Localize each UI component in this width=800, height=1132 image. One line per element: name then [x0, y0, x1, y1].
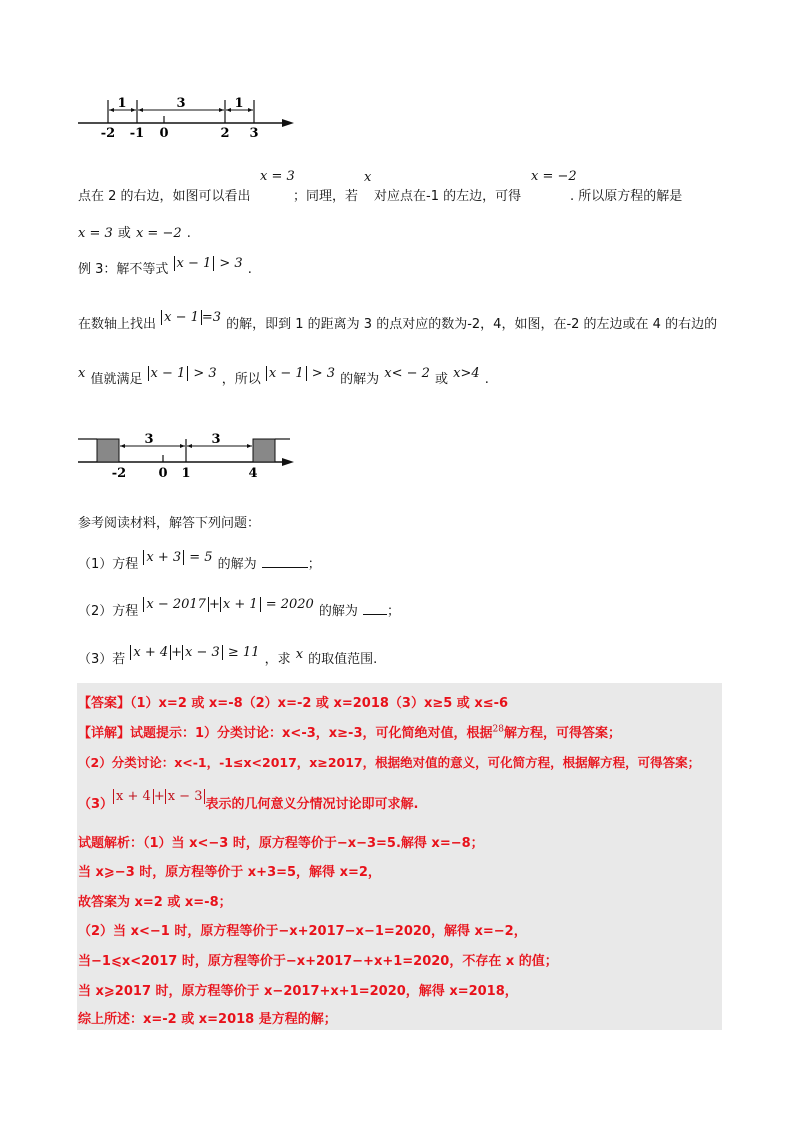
- abs-expression: x + 4: [130, 645, 171, 660]
- question-number: （1）方程: [78, 557, 139, 572]
- text: ，所以: [221, 372, 261, 387]
- punctuation: ；: [307, 557, 321, 572]
- plus-sign: +: [171, 645, 183, 660]
- text-period: .: [247, 262, 252, 277]
- text-or: 或: [117, 226, 131, 241]
- solution-line-1: 试题解析：（1）当 x<−3 时，原方程等价于−x−3=5.解得 x=−8；: [78, 836, 484, 851]
- tick-label: 4: [248, 466, 258, 481]
- detail-text: 解方程，可得答案；: [503, 726, 621, 741]
- text: 的解为: [217, 557, 257, 572]
- solution-line-6: 当 x⩾2017 时，原方程等价于 x−2017+x+1=2020，解得 x=2018，: [78, 984, 518, 999]
- math-x-eq-3: x = 3: [78, 226, 113, 241]
- detail-line-3: [78, 785, 419, 812]
- text: 的取值范围.: [308, 652, 378, 667]
- text: 的解为: [318, 604, 358, 619]
- text-or: 或: [435, 372, 449, 387]
- math-x-eq-neg2: x = −2: [135, 226, 182, 241]
- text-period: .: [186, 226, 191, 241]
- abs-expression: x − 3: [165, 789, 206, 804]
- abs-expression: x − 3: [182, 645, 223, 660]
- question-number: （2）方程: [78, 604, 139, 619]
- span-label: 3: [211, 432, 221, 447]
- detail-text: 表示的几何意义分情况讨论即可求解.: [205, 797, 419, 812]
- text: ，求: [264, 652, 291, 667]
- solution-line-2: 当 x⩾−3 时，原方程等价于 x+3=5，解得 x=2，: [78, 865, 381, 880]
- plus-sign: +: [153, 789, 165, 804]
- math-x: x: [78, 366, 86, 381]
- relation: > 3: [311, 366, 336, 381]
- text: 的解，即到 1 的距离为 3 的点对应的数为-2，4，如图，在-2 的左边或在 4 的右边的: [226, 317, 718, 332]
- detail-text: 【详解】试题提示：1）分类讨论：x<-3，x≥-3，可化简绝对值，根据: [78, 726, 493, 741]
- abs-expression: x + 3: [143, 550, 184, 565]
- solution-line-7: 综上所述：x=-2 或 x=2018 是方程的解；: [78, 1012, 337, 1027]
- abs-expression: x − 1: [148, 366, 189, 381]
- math-x: x: [295, 647, 304, 662]
- intro-text: 参考阅读材料，解答下列问题：: [78, 516, 261, 531]
- relation: = 5: [189, 550, 213, 565]
- answer-blank[interactable]: [363, 602, 387, 615]
- tick-label: 0: [158, 466, 168, 481]
- abs-expression: x − 2017: [143, 597, 209, 612]
- abs-expression: x + 4: [113, 789, 154, 804]
- question-number: （3）若: [78, 652, 126, 667]
- question-3: [78, 645, 378, 667]
- number-line-figure-2: [76, 430, 306, 482]
- solution-line-4: （2）当 x<−1 时，原方程等价于−x+2017−x−1=2020，解得 x=−2，: [78, 924, 527, 939]
- punctuation: ；: [387, 604, 401, 619]
- relation: ≥ 11: [227, 645, 260, 660]
- tick-label: 2: [220, 126, 230, 140]
- detail-line-1: [78, 722, 621, 741]
- math-x: x: [364, 170, 372, 185]
- relation: =3: [201, 310, 222, 325]
- abs-expression: x + 1: [220, 597, 261, 612]
- detail-line-2: （2）分类讨论：x<-1，-1≤x<2017，x≥2017，根据绝对值的意义，可化简方程，根据解方程，可得答案；: [78, 755, 701, 770]
- math-x-eq-3: x = 3: [260, 169, 295, 184]
- paragraph-1-part: . 所以原方程的解是: [570, 189, 683, 204]
- paragraph-1: 点在 2 的右边，如图可以看出: [78, 189, 251, 204]
- span-label: 3: [144, 432, 154, 447]
- solution-line-3: 故答案为 x=2 或 x=-8；: [78, 895, 232, 910]
- paragraph-4: [78, 368, 489, 387]
- answer-blank[interactable]: [262, 555, 308, 568]
- math-x-eq-neg2: x = −2: [531, 169, 577, 184]
- abs-expression: x − 1: [161, 310, 202, 325]
- relation: = 2020: [265, 597, 314, 612]
- question-2: [78, 597, 401, 619]
- number-line-figure-1: [76, 90, 306, 140]
- tick-label: -1: [129, 126, 145, 140]
- text: 的解为: [340, 372, 380, 387]
- question-number: （3）: [78, 797, 114, 812]
- tick-label: 1: [181, 466, 191, 481]
- solution-line-5: 当−1⩽x<2017 时，原方程等价于−x+2017−+x+1=2020，不存在 x 的值；: [78, 954, 558, 969]
- relation: > 3: [219, 256, 243, 271]
- abs-expression: x − 1: [174, 256, 215, 271]
- tick-label: -2: [100, 126, 116, 140]
- answer-line: 【答案】（1）x=2 或 x=-8（2）x=-2 或 x=2018（3）x≥5 或 x≤-6: [78, 696, 509, 711]
- tick-label: 0: [159, 126, 169, 140]
- text: 值就满足: [90, 372, 143, 387]
- math-inequality: x>4: [453, 366, 480, 381]
- text: 在数轴上找出: [78, 317, 157, 332]
- span-label: 1: [117, 96, 127, 111]
- text-period: .: [484, 372, 489, 387]
- tick-label: 3: [249, 126, 259, 140]
- relation: > 3: [193, 366, 217, 381]
- plus-sign: +: [208, 597, 220, 612]
- paragraph-3: [78, 310, 718, 332]
- tick-label: -2: [111, 466, 127, 481]
- paragraph-1-part: ；同理，若: [293, 189, 359, 204]
- span-label: 3: [176, 96, 186, 111]
- superscript-note: 28: [492, 724, 504, 735]
- question-1: [78, 550, 321, 572]
- example-3: [78, 258, 252, 277]
- span-label: 1: [234, 96, 244, 111]
- paragraph-2: [78, 222, 191, 241]
- example-label: 例 3：解不等式: [78, 262, 169, 277]
- math-inequality: x< − 2: [384, 366, 430, 381]
- abs-expression: x − 1: [266, 366, 307, 381]
- paragraph-1-part: 对应点在-1 的左边，可得: [374, 189, 522, 204]
